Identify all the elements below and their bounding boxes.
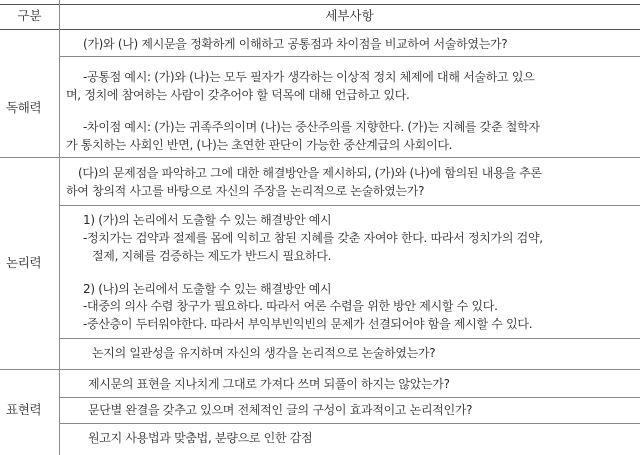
row-divider [59,338,640,339]
table-top-rule [0,4,640,5]
example-line: -대중의 의사 수렴 창구가 필요하다. 따라서 여론 수렴을 위한 방안 제시할 수 있다. [83,299,498,313]
header-bottom-rule [0,29,640,30]
category-reading: 독해력 [6,100,42,115]
example-line: -정치가는 검약과 절제를 몸에 익히고 참된 지혜를 갖춘 자여야 한다. 따라서 정치가의 검약, [83,231,543,245]
example-heading: 2) (나)의 논리에서 도출할 수 있는 해결방안 예시 [83,282,332,296]
example-line: 가 통치하는 사회인 반면, (나)는 초연한 판단이 가능한 중산계급의 사회이다. [66,138,453,152]
example-line: -차이점 예시: (가)는 귀족주의이며 (나)는 중산주의를 지향한다. (가)는 지혜를 갖춘 철학자 [83,120,540,134]
section-divider [0,157,640,158]
row-divider [59,397,640,398]
category-logic: 논리력 [6,255,42,270]
example-heading: 1) (가)의 논리에서 도출할 수 있는 해결방안 예시 [83,213,332,227]
criterion-text: 문단별 완결을 갖추고 있으며 전체적인 글의 구성이 효과적이고 논리적인가? [88,403,473,417]
example-line: -중산층이 두터워야한다. 따라서 부익부빈익빈의 문제가 선결되어야 함을 제시할 수 있다. [83,317,533,331]
example-line: -공통점 예시: (가)와 (나)는 모두 필자가 생각하는 이상적 정치 체제에 대해 서술하고 있으 [83,70,535,84]
criterion-text: 제시문의 표현을 지나치게 그대로 가져다 쓰며 되풀이 하지는 않았는가? [88,377,450,391]
criterion-text: (다)의 문제점을 파악하고 그에 대한 해결방안을 제시하되, (가)와 (나)에 함의된 내용을 추론 [78,166,542,180]
column-divider [59,0,60,455]
criterion-text: (가)와 (나) 제시문을 정확하게 이해하고 공통점과 차이점을 비교하여 서술하였는가? [83,37,508,51]
criterion-text: 원고지 사용법과 맞춤법, 분량으로 인한 감점 [88,431,313,445]
row-divider [59,56,640,57]
category-expression: 표현력 [6,402,42,417]
criterion-text: 논지의 일관성을 유지하며 자신의 생각을 논리적으로 논술하였는가? [92,346,436,360]
criterion-text: 하여 창의적 사고를 바탕으로 자신의 주장을 논리적으로 논술하였는가? [66,184,425,198]
header-details: 세부사항 [325,8,374,23]
section-divider [0,369,640,370]
row-divider [59,205,640,206]
example-line: 며, 정치에 참여하는 사람이 갖추어야 할 덕목에 대해 언급하고 있다. [66,88,410,102]
example-line: 절제, 지혜를 검증하는 제도가 반드시 필요하다. [92,249,332,263]
row-divider [59,423,640,424]
header-category: 구분 [17,8,42,23]
